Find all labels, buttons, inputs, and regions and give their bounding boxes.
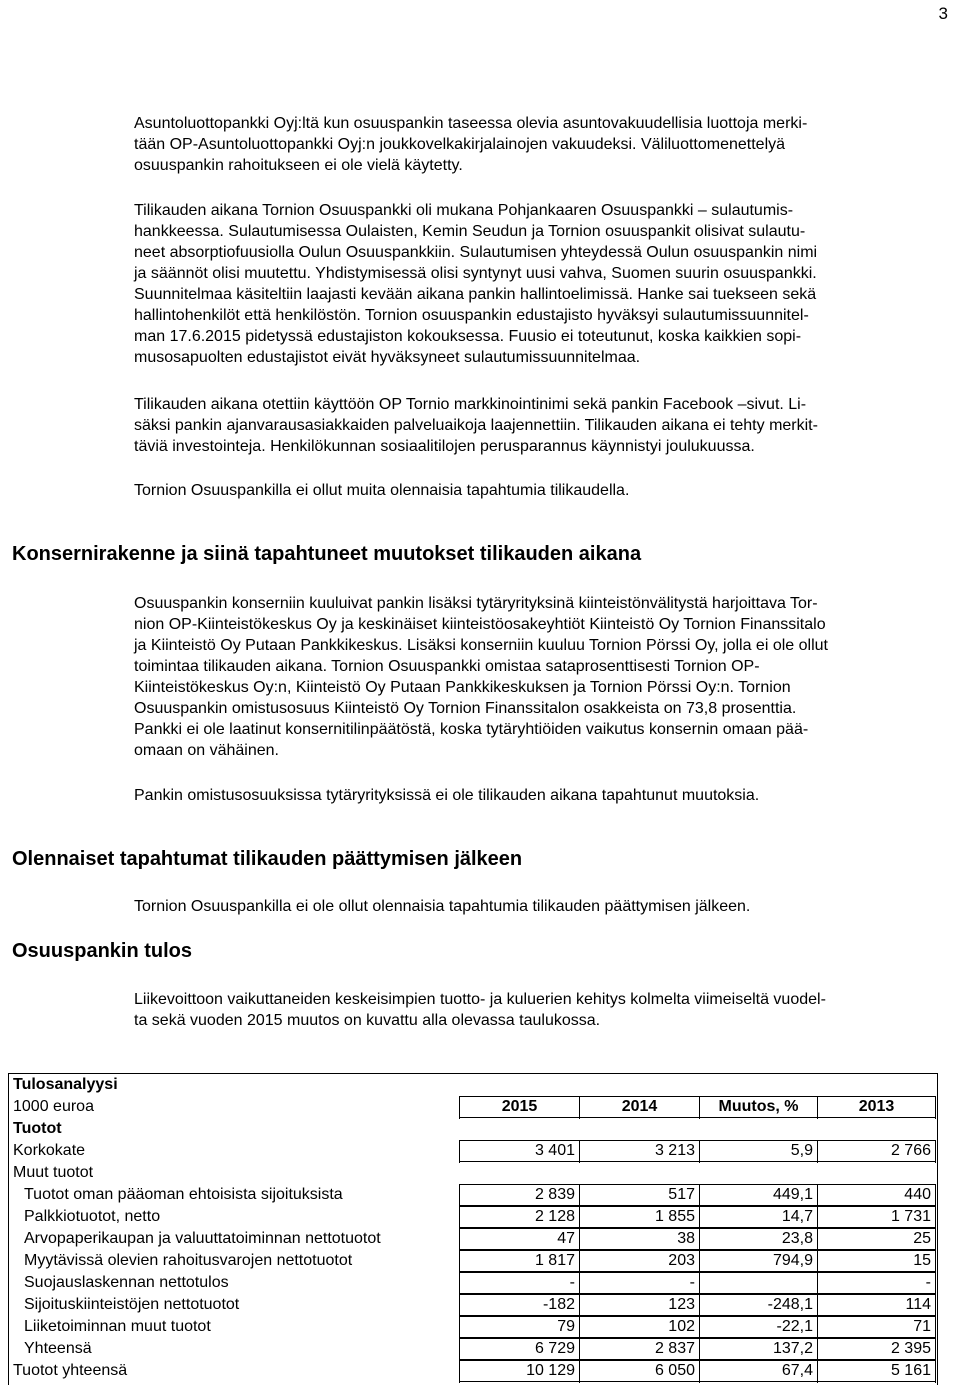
table-cell: 102 xyxy=(579,1317,699,1339)
table-row xyxy=(9,1228,937,1250)
page-number: 3 xyxy=(938,4,948,23)
paragraph-markkinointi xyxy=(134,394,939,457)
table-cell: 1 855 xyxy=(579,1207,699,1229)
paragraph-tulos xyxy=(134,989,939,1031)
paragraph-omistusosuudet xyxy=(134,785,939,806)
table-cell: - xyxy=(459,1273,579,1295)
table-cell: 5 161 xyxy=(817,1361,936,1383)
text-line: ja säännöt olisi muutettu. Yhdistymisessä olisi syntynyt uusi vahva, Suomen suurin osuuspankki. xyxy=(134,265,817,282)
table-cell: 2 839 xyxy=(459,1185,579,1207)
table-cell: - xyxy=(579,1273,699,1295)
table-unit: 1000 euroa xyxy=(13,1098,94,1115)
paragraph-sulautuminen xyxy=(134,200,939,368)
table-row xyxy=(9,1294,937,1316)
table-title: Tulosanalyysi xyxy=(13,1076,118,1093)
table-section-row xyxy=(9,1118,937,1140)
table-cell: 6 729 xyxy=(459,1339,579,1361)
table-row xyxy=(9,1162,937,1184)
table-row xyxy=(9,1316,937,1338)
text-line: hallintohenkilöt että henkilöstön. Tornion osuuspankin edustajisto hyväksyi sulautumissuunnitel- xyxy=(134,307,809,324)
table-row xyxy=(9,1338,937,1360)
paragraph-olennaiset xyxy=(134,896,939,917)
table-cell: 794,9 xyxy=(699,1251,817,1273)
row-values xyxy=(459,1184,936,1206)
row-label: Palkkiotuotot, netto xyxy=(24,1208,161,1225)
text-line: säksi pankin ajanvarausasiakkaiden palveluaikoja laajennettiin. Tilikauden aikana ei tehty merkit- xyxy=(134,417,818,434)
text-line: hankkeessa. Sulautumisessa Oulaisten, Kemin Seudun ja Tornion osuuspankit olisivat sulautu- xyxy=(134,223,806,240)
table-title-row xyxy=(9,1074,937,1096)
row-values xyxy=(459,1360,936,1382)
table-cell: 15 xyxy=(817,1251,936,1273)
row-values xyxy=(459,1228,936,1250)
table-cell: 123 xyxy=(579,1295,699,1317)
row-values xyxy=(459,1316,936,1338)
table-cell: - xyxy=(817,1273,936,1295)
text-line: Osuuspankin omistusosuus Kiinteistö Oy Tornion Finanssitalon osakkeista on 73,8 prosenttia. xyxy=(134,700,797,717)
table-cell: 203 xyxy=(579,1251,699,1273)
table-row xyxy=(9,1184,937,1206)
row-label: Tuotot oman pääoman ehtoisista sijoituksista xyxy=(24,1186,343,1203)
text-line: Liikevoittoon vaikuttaneiden keskeisimpien tuotto- ja kuluerien kehitys kolmelta viimeiseltä vuodel- xyxy=(134,991,826,1008)
table-row xyxy=(9,1206,937,1228)
table-cell xyxy=(699,1273,817,1295)
row-label: Myytävissä olevien rahoitusvarojen nettotuotot xyxy=(24,1252,353,1269)
text-line: Tilikauden aikana Tornion Osuuspankki oli mukana Pohjankaaren Osuuspankki – sulautumis- xyxy=(134,202,794,219)
column-header: Muutos, % xyxy=(699,1097,817,1119)
paragraph-asuntoluotto xyxy=(134,113,939,176)
text-line: musosapuolten edustajistot eivät hyväksyneet sulautumissuunnitelmaa. xyxy=(134,349,641,366)
text-line: ja Kiinteistö Oy Putaan Pankkikeskus. Lisäksi konserniin kuuluu Tornion Pörssi Oy, jolla ei ole ollut xyxy=(134,637,828,654)
paragraph-muut-tapahtumat xyxy=(134,480,939,501)
table-cell: 14,7 xyxy=(699,1207,817,1229)
row-label: Suojauslaskennan nettotulos xyxy=(24,1274,229,1291)
text-line: Pankin omistusosuuksissa tytäryrityksissä ei ole tilikauden aikana tapahtunut muutoksia. xyxy=(134,787,760,804)
row-values xyxy=(459,1140,936,1162)
table-row xyxy=(9,1140,937,1162)
table-cell: 1 731 xyxy=(817,1207,936,1229)
row-label: Muut tuotot xyxy=(13,1164,94,1181)
column-header: 2014 xyxy=(579,1097,699,1119)
heading-olennaiset-tapahtumat: Olennaiset tapahtumat tilikauden päättymisen jälkeen xyxy=(12,848,523,870)
table-cell: 2 395 xyxy=(817,1339,936,1361)
row-values xyxy=(459,1272,936,1294)
table-cell: 47 xyxy=(459,1229,579,1251)
row-label: Yhteensä xyxy=(24,1340,92,1357)
column-headers xyxy=(459,1096,936,1118)
table-header-row xyxy=(9,1096,937,1118)
row-values xyxy=(459,1294,936,1316)
text-line: täviä investointeja. Henkilökunnan sosiaalitilojen perusparannus käynnistyi joulukuussa. xyxy=(134,438,755,455)
table-cell: -22,1 xyxy=(699,1317,817,1339)
table-cell: 25 xyxy=(817,1229,936,1251)
table-cell: 114 xyxy=(817,1295,936,1317)
table-cell: 517 xyxy=(579,1185,699,1207)
table-cell: 2 766 xyxy=(817,1141,936,1163)
table-cell: -182 xyxy=(459,1295,579,1317)
column-header: 2013 xyxy=(817,1097,936,1119)
table-cell: 71 xyxy=(817,1317,936,1339)
table-row xyxy=(9,1360,937,1382)
row-values xyxy=(459,1250,936,1272)
column-header: 2015 xyxy=(459,1097,579,1119)
table-row xyxy=(9,1250,937,1272)
text-line: Osuuspankin konserniin kuuluivat pankin lisäksi tytäryrityksinä kiinteistönvälitystä harjoittava Tor- xyxy=(134,595,818,612)
paragraph-konserni xyxy=(134,593,939,761)
text-line: neet absorptiofuusiolla Oulun Osuuspankkiin. Sulautumisen yhteydessä Oulun osuuspankin nimi xyxy=(134,244,818,261)
table-cell: 3 401 xyxy=(459,1141,579,1163)
table-cell: 440 xyxy=(817,1185,936,1207)
text-line: osuuspankin rahoitukseen ei ole vielä käytetty. xyxy=(134,157,463,174)
text-line: ta sekä vuoden 2015 muutos on kuvattu alla olevassa taulukossa. xyxy=(134,1012,601,1029)
text-line: Kiinteistökeskus Oy:n, Kiinteistö Oy Putaan Pankkikeskuksen ja Tornion Pörssi Oy:n. Tornion xyxy=(134,679,791,696)
text-line: man 17.6.2015 pidetyssä edustajiston kokouksessa. Fuusio ei toteutunut, koska kaikkien sopi- xyxy=(134,328,802,345)
section-label: Tuotot xyxy=(13,1120,62,1137)
table-cell: 67,4 xyxy=(699,1361,817,1383)
row-label: Korkokate xyxy=(13,1142,86,1159)
text-line: Suunnitelmaa käsiteltiin laajasti kevään aikana pankin hallintoelimissä. Hanke sai tuekseen sekä xyxy=(134,286,817,303)
table-cell: 10 129 xyxy=(459,1361,579,1383)
row-label: Arvopaperikaupan ja valuuttatoiminnan nettotuotot xyxy=(24,1230,381,1247)
table-cell: 2 128 xyxy=(459,1207,579,1229)
table-row xyxy=(9,1272,937,1294)
row-values xyxy=(459,1206,936,1228)
row-label: Liiketoiminnan muut tuotot xyxy=(24,1318,211,1335)
row-values xyxy=(459,1338,936,1360)
heading-konsernirakenne: Konsernirakenne ja siinä tapahtuneet muutokset tilikauden aikana xyxy=(12,543,642,565)
table-cell: 2 837 xyxy=(579,1339,699,1361)
table-cell: 79 xyxy=(459,1317,579,1339)
tulosanalyysi-table xyxy=(8,1073,938,1385)
text-line: Tornion Osuuspankilla ei ole ollut olennaisia tapahtumia tilikauden päättymisen jälkeen. xyxy=(134,898,751,915)
table-cell: -248,1 xyxy=(699,1295,817,1317)
text-line: Pankki ei ole laatinut konsernitilinpäätöstä, koska tytäryhtiöiden vaikutus konsernin omaan pää- xyxy=(134,721,809,738)
table-cell: 137,2 xyxy=(699,1339,817,1361)
row-label: Sijoituskiinteistöjen nettotuotot xyxy=(24,1296,240,1313)
table-cell: 23,8 xyxy=(699,1229,817,1251)
row-label: Tuotot yhteensä xyxy=(13,1362,128,1379)
table-cell: 6 050 xyxy=(579,1361,699,1383)
table-cell: 38 xyxy=(579,1229,699,1251)
heading-osuuspankin-tulos: Osuuspankin tulos xyxy=(12,940,193,962)
text-line: Asuntoluottopankki Oyj:ltä kun osuuspankin taseessa olevia asuntovakuudellisia luottoja merki- xyxy=(134,115,808,132)
text-line: toimintaa tilikauden aikana. Tornion Osuuspankki omistaa sataprosenttisesti Tornion OP- xyxy=(134,658,760,675)
text-line: Tilikauden aikana otettiin käyttöön OP Tornio markkinointinimi sekä pankin Facebook –sivut. Li- xyxy=(134,396,807,413)
table-cell: 5,9 xyxy=(699,1141,817,1163)
table-cell: 1 817 xyxy=(459,1251,579,1273)
table-cell: 3 213 xyxy=(579,1141,699,1163)
text-line: Tornion Osuuspankilla ei ollut muita olennaisia tapahtumia tilikaudella. xyxy=(134,482,630,499)
text-line: tään OP-Asuntoluottopankki Oyj:n joukkovelkakirjalainojen vakuudeksi. Väliluottomenettelyä xyxy=(134,136,786,153)
table-cell: 449,1 xyxy=(699,1185,817,1207)
text-line: omaan on vähäinen. xyxy=(134,742,279,759)
text-line: nion OP-Kiinteistökeskus Oy ja keskinäiset kiinteistöosakeyhtiöt Kiinteistö Oy Tornion Finanssitalo xyxy=(134,616,826,633)
